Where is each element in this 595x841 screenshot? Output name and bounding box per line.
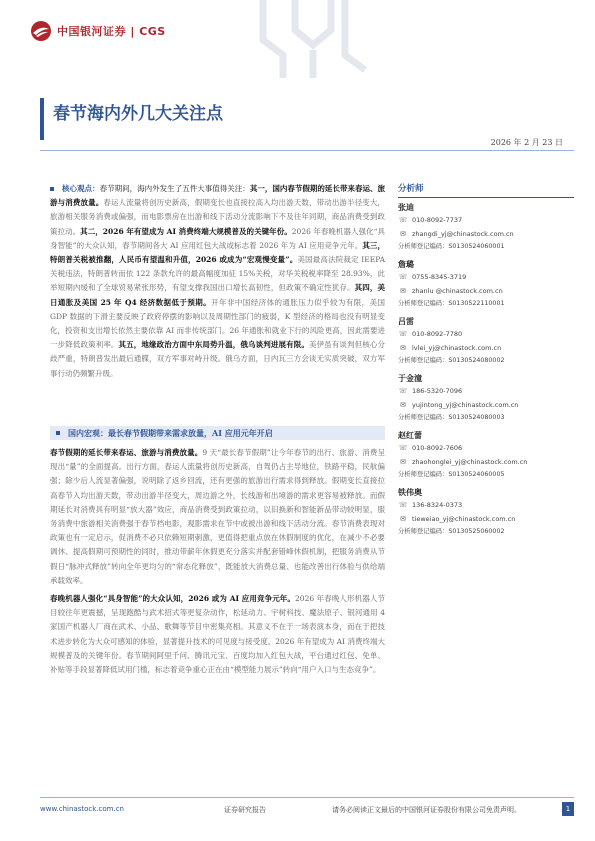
email-icon: ✉	[400, 286, 406, 295]
registration-code: S0130522110001	[448, 300, 505, 307]
analyst-sidebar	[398, 182, 574, 542]
phone-number: 0755-8345-3719	[412, 273, 467, 281]
analyst-email[interactable]	[398, 228, 574, 242]
core-text: 春节期间，海内外发生了五件大事值得关注：	[99, 184, 250, 193]
brand-logo[interactable]	[30, 20, 166, 42]
page-header	[0, 0, 595, 88]
core-paragraph	[50, 182, 385, 381]
page-number: 1	[562, 802, 574, 816]
disclaimer-note: 请务必阅读正文最后的中国银河证券股份有限公司免责声明。	[332, 806, 521, 814]
analyst-name: 吕雷	[398, 316, 414, 326]
analyst-registration	[398, 241, 574, 253]
analyst-name: 詹璐	[398, 259, 414, 269]
analyst-card	[398, 257, 574, 310]
email-address: lvlei_yj@chinastock.com.cn	[412, 343, 502, 352]
analyst-name: 铁伟奥	[398, 487, 422, 497]
analyst-email[interactable]	[398, 456, 574, 470]
page-footer	[40, 797, 574, 821]
email-icon: ✉	[400, 514, 406, 523]
registration-code: S0130524060001	[448, 243, 505, 250]
point-5: 其五，地缘政治方面中东局势升温，俄乌谈判进展有限。	[118, 340, 309, 350]
registration-code: S0130524080002	[448, 357, 505, 364]
registration-label: 分析师登记编码：	[398, 471, 449, 478]
registration-label: 分析师登记编码：	[398, 528, 449, 535]
analyst-registration	[398, 298, 574, 310]
phone-icon: ☏	[398, 216, 408, 224]
galaxy-logo-icon	[30, 20, 52, 42]
analyst-heading: 分析师	[398, 182, 574, 198]
analyst-name: 赵红蕾	[398, 430, 422, 440]
analyst-email[interactable]	[398, 513, 574, 527]
analyst-registration	[398, 526, 574, 538]
title-accent-bar	[40, 98, 44, 140]
email-address: yujintong_yj@chinastock.com.cn	[412, 400, 519, 409]
section-heading-macro	[50, 426, 385, 440]
point-1-text: 春运人流量将创历史新高，假期变长也直接拉高入均出游天数，带动出游半径变大，旅游相关服务消费或偏强，而电影票房在出游和线下活动分流影响下不及往年同期，商品消费受到政策拉动。	[50, 198, 386, 236]
analyst-phone[interactable]	[398, 271, 574, 285]
email-icon: ✉	[400, 457, 406, 466]
phone-icon: ☏	[398, 273, 408, 281]
header-divider	[40, 150, 574, 151]
phone-number: 010-8092-7606	[412, 444, 463, 452]
email-address: tieweiao_yj@chinastock.com.cn	[412, 514, 516, 523]
analyst-phone[interactable]	[398, 328, 574, 342]
paragraph-ai	[50, 592, 385, 677]
email-icon: ✉	[400, 400, 406, 409]
phone-icon: ☏	[398, 387, 408, 395]
report-date: 2026 年 2 月 23 日	[490, 138, 563, 147]
analyst-name: 于金潼	[398, 373, 422, 383]
phone-number: 010-8092-7780	[412, 330, 463, 338]
analyst-card	[398, 371, 574, 424]
analyst-card	[398, 485, 574, 538]
analyst-phone[interactable]	[398, 442, 574, 456]
section-heading-label: 国内宏观：最长春节假期带来需求放量，AI 应用元年开启	[68, 428, 273, 438]
analyst-registration	[398, 469, 574, 481]
analyst-email[interactable]	[398, 285, 574, 299]
point-5-text: 美伊虽有谈判但核心分歧严重，特朗普发出最后通牒，双方军事对峙升级。俄乌方面，日内瓦三方会谈无实质突破，双方军事行动仍频繁升级。	[50, 340, 385, 378]
email-icon: ✉	[400, 343, 406, 352]
point-1: 其一，国内春节假期的延长带来春运、旅游与消费放量。	[50, 184, 386, 208]
phone-number: 186-5320-7096	[412, 387, 463, 395]
registration-label: 分析师登记编码：	[398, 414, 449, 421]
phone-number: 010-8092-7737	[412, 216, 463, 224]
point-2-text: 2026 年春晚机器人强化“具身智能”的大众认知，春节期间各大 AI 应用红包大战或标志着 2026 年为 AI 应用竞争元年。	[50, 226, 385, 250]
analyst-phone[interactable]	[398, 499, 574, 513]
analyst-card	[398, 314, 574, 367]
email-icon: ✉	[400, 229, 406, 238]
report-type: 证券研究报告	[224, 806, 266, 814]
analyst-card	[398, 428, 574, 481]
analyst-registration	[398, 355, 574, 367]
email-address: zhanlu @chinastock.com.cn	[412, 286, 503, 295]
paragraph-holiday	[50, 446, 385, 588]
bullet-icon	[56, 431, 60, 435]
analyst-email[interactable]	[398, 342, 574, 356]
core-label: 核心观点：	[62, 184, 100, 193]
registration-label: 分析师登记编码：	[398, 243, 449, 250]
phone-icon: ☏	[398, 501, 408, 509]
registration-code: S0130524080003	[448, 414, 505, 421]
core-viewpoint	[50, 182, 385, 385]
brand-name: 中国银河证券 | CGS	[57, 25, 166, 38]
registration-code: S0130524060005	[448, 471, 505, 478]
paragraph-lead: 春节假期的延长带来春运、旅游与消费放量。	[50, 448, 203, 457]
email-address: zhaohonglei_yj@chinastock.com.cn	[412, 457, 528, 466]
analyst-card	[398, 200, 574, 253]
phone-icon: ☏	[398, 330, 408, 338]
header-decoration	[255, 0, 375, 80]
analyst-name: 张迪	[398, 202, 414, 212]
analyst-email[interactable]	[398, 399, 574, 413]
registration-label: 分析师登记编码：	[398, 357, 449, 364]
analyst-registration	[398, 412, 574, 424]
point-4-text: 开年非中国经济体的通胀压力似乎较为有限，美国 GDP 数据的下滑主要反映了政府停摆的影响以及周期性部门的疲弱，K 型经济的格局也没有明显变化，投资和支出增长依然主要依靠 AI 而非传统部门。26 年通胀和就业下行的风险更高，因此需要进一步降低政策利率。	[50, 297, 385, 350]
email-address: zhangdi_yj@chinastock.com.cn	[412, 229, 514, 238]
page-title: 春节海内外几大关注点	[53, 104, 223, 124]
macro-body	[50, 446, 385, 681]
bullet-icon	[50, 187, 54, 191]
analyst-phone[interactable]	[398, 385, 574, 399]
registration-label: 分析师登记编码：	[398, 300, 449, 307]
point-3: 其三，特朗普关税被推翻，人民币有望温和升值，2026 或成为“宏观慢变量”。	[50, 240, 386, 265]
phone-number: 136-8324-0373	[412, 501, 463, 509]
point-4: 其四，美日通胀及美国 25 年 Q4 经济数据低于预期。	[50, 283, 386, 307]
point-2: 其二，2026 年有望成为 AI 消费终端大规模普及的关键年份。	[80, 226, 292, 236]
analyst-phone[interactable]	[398, 214, 574, 228]
paragraph-text: 9 天“最长春节假期”让今年春节的出行、旅游、消费呈现出“量”的全面提高。出行方面，春运人流量将创历史新高，自驾仍占主导地位，铁路平稳，民航偏强；除少后人流显著偏强，说明除了返乡回流，还有更强的旅游出行需求得到释放。假期变长直接拉高春节入均出游天数，带动出游半径变大，周边游之外，长线游和出境游的需求更容易被释放。而假期延长对消费具有明显“放大器”效应，商品消费受到政策拉动，以旧换新和智能新品带动较明显，服务消费中旅游相关消费强于春节档电影，观影需求在节中或被出游和线下活动分流。春节消费表现对政策也有一定启示，促消费不必只依赖短期刺激，更值得把重点放在休假制度的优化，在减少不必要调休、提高假期可预期性的同时，推动带薪年休假更充分落实并配套错峰休假机制，把服务消费从节假日“脉冲式释放”转向全年更均匀的“常态化释放”，既能放大消费总量、也能改善出行体验与供给端承载效率。	[50, 448, 386, 585]
paragraph-text: 2026 年春晚人形机器人节目较往年更震撼，呈现跑酷与武术招式等更复杂动作，松延动力、宇树科技、魔法原子、银河通用 4 家国产机器人厂商在武术、小品、歌舞等节目中密集亮相。其意义不在于一场表演本身，而在于把技术进步转化为大众可感知的体验，显著提升技术的可见度与接受度。2026 年有望成为 AI 消费终端大规模普及的关键年份。春节期间阿里千问、腾讯元宝、百度均加入红包大战，平台通过红包、免单、补贴等手段显著降低试用门槛，标志着竞争重心正在由“模型能力展示”转向“用户入口与生态竞争”。	[50, 594, 385, 675]
phone-icon: ☏	[398, 444, 408, 452]
registration-code: S0130525060002	[448, 528, 505, 535]
point-3-text: 美国最高法院裁定 IEEPA 关税违法，特朗普转而依 122 条款允许的最高幅度加征 15%关税，对华关税税率降至 28.93%，此举短期内缓和了全球贸易紧张形势，有望支撑我国出口增长高韧性，但政策不确定性犹存。	[50, 255, 385, 293]
website-link[interactable]: www.chinastock.com.cn	[40, 805, 124, 813]
analyst-list	[398, 200, 574, 538]
paragraph-lead: 春晚机器人强化“具身智能”的大众认知，2026 或为 AI 应用竞争元年。	[50, 594, 296, 604]
